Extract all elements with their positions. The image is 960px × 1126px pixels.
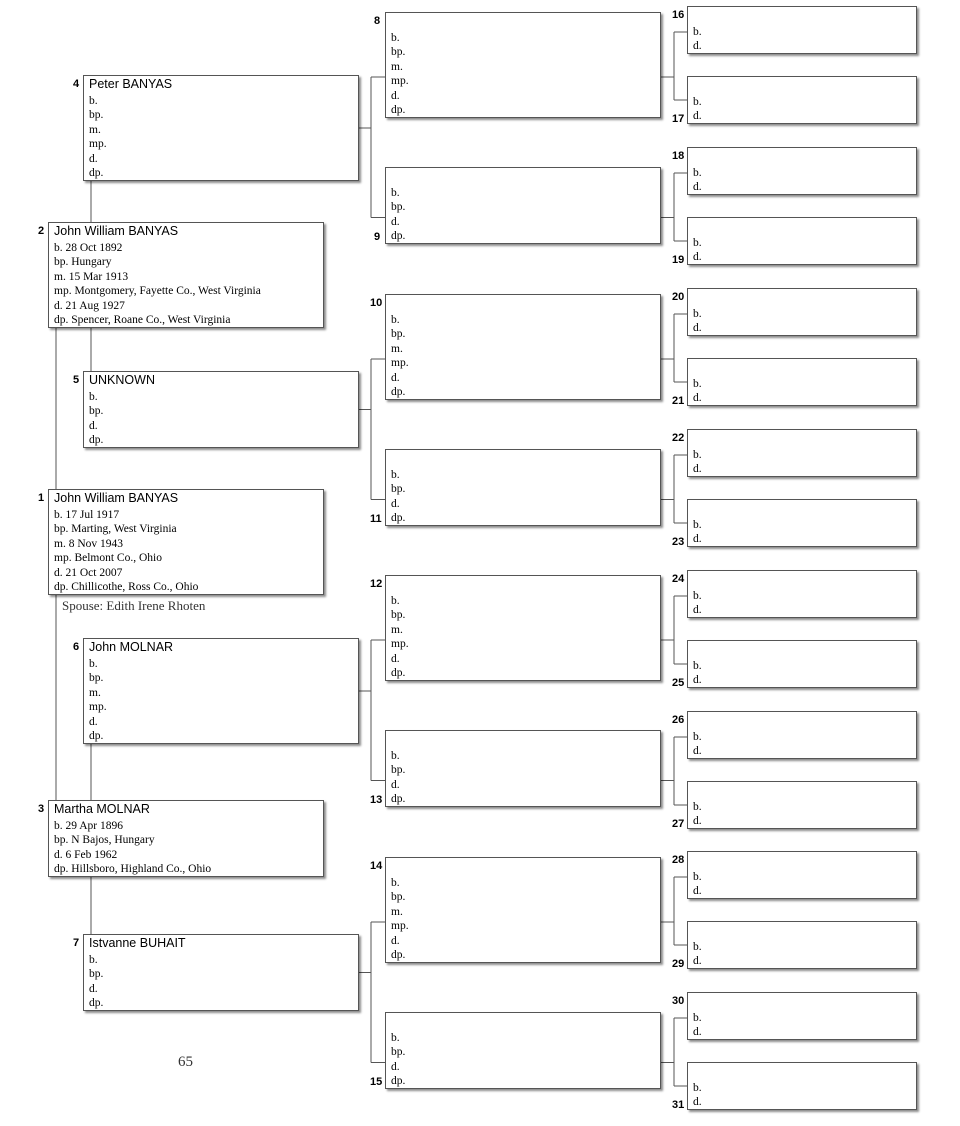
person-field: d. <box>391 371 400 384</box>
person-field: dp. Chillicothe, Ross Co., Ohio <box>54 581 199 594</box>
person-field: dp. <box>391 667 406 680</box>
person-field: b. <box>693 1082 702 1094</box>
person-field: bp. <box>391 46 406 59</box>
person-number-10: 10 <box>370 297 383 309</box>
person-number-17: 17 <box>672 113 685 125</box>
person-box-30 <box>687 992 917 1040</box>
person-number-29: 29 <box>672 958 685 970</box>
person-field: bp. <box>89 109 104 122</box>
person-field: dp. Spencer, Roane Co., West Virginia <box>54 314 231 327</box>
person-field: bp. Marting, West Virginia <box>54 523 177 536</box>
person-box-12 <box>385 575 661 681</box>
person-box-17 <box>687 76 917 124</box>
person-field: dp. <box>89 167 104 180</box>
person-field: b. <box>693 308 702 320</box>
person-box-31 <box>687 1062 917 1110</box>
page-number: 65 <box>178 1054 193 1070</box>
person-field: d. <box>693 251 702 264</box>
person-number-21: 21 <box>672 395 685 407</box>
person-field: mp. <box>391 357 409 370</box>
person-name: John MOLNAR <box>89 640 174 654</box>
person-field: d. <box>693 392 702 405</box>
person-number-25: 25 <box>672 677 685 689</box>
person-field: dp. <box>391 1075 406 1088</box>
person-field: d. 21 Aug 1927 <box>54 299 125 312</box>
person-field: m. <box>89 686 101 699</box>
person-field: b. <box>391 595 400 607</box>
person-number-2: 2 <box>38 225 45 237</box>
person-field: b. <box>693 871 702 883</box>
person-field: b. 17 Jul 1917 <box>54 509 120 521</box>
person-field: mp. <box>89 701 107 714</box>
spouse-line: Spouse: Edith Irene Rhoten <box>62 598 206 613</box>
person-number-28: 28 <box>672 854 685 866</box>
person-field: b. <box>693 941 702 953</box>
person-field: b. <box>693 1012 702 1024</box>
person-number-20: 20 <box>672 291 685 303</box>
person-field: d. <box>693 181 702 194</box>
person-number-27: 27 <box>672 818 685 830</box>
person-field: bp. <box>391 891 406 904</box>
person-field: b. <box>391 750 400 762</box>
person-field: d. <box>391 215 400 228</box>
person-field: mp. Belmont Co., Ohio <box>54 552 162 565</box>
person-field: d. <box>391 652 400 665</box>
person-field: b. <box>693 96 702 108</box>
person-field: bp. <box>391 201 406 214</box>
person-name <box>391 14 660 28</box>
person-box-23 <box>687 499 917 547</box>
person-number-6: 6 <box>73 641 80 653</box>
person-number-26: 26 <box>672 714 685 726</box>
person-number-13: 13 <box>370 794 383 806</box>
person-box-29 <box>687 921 917 969</box>
person-number-19: 19 <box>672 254 685 266</box>
person-field: m. <box>89 123 101 136</box>
person-field: dp. <box>391 949 406 962</box>
person-box-13 <box>385 730 661 807</box>
person-field: b. 28 Oct 1892 <box>54 242 123 254</box>
person-box-14 <box>385 857 661 963</box>
person-field: d. <box>391 497 400 510</box>
person-name: Martha MOLNAR <box>54 802 150 816</box>
person-field: d. <box>391 778 400 791</box>
person-field: b. <box>693 519 702 531</box>
person-field: bp. <box>391 764 406 777</box>
person-field: bp. Hungary <box>54 256 112 269</box>
person-field: b. <box>391 1032 400 1044</box>
person-field: b. <box>693 731 702 743</box>
person-box-8 <box>385 12 661 118</box>
person-box-18 <box>687 147 917 195</box>
person-box-11 <box>385 449 661 526</box>
person-field: b. <box>693 378 702 390</box>
person-box-2 <box>48 222 324 328</box>
person-field: b. <box>89 95 98 107</box>
person-box-1 <box>48 489 324 595</box>
person-field: d. <box>89 419 98 432</box>
person-field: d. <box>693 1096 702 1109</box>
person-number-11: 11 <box>370 513 382 525</box>
person-field: b. <box>693 590 702 602</box>
person-field: d. <box>693 955 702 968</box>
person-field: d. <box>89 152 98 165</box>
person-field: b. <box>693 801 702 813</box>
person-box-25 <box>687 640 917 688</box>
person-name <box>391 1014 660 1028</box>
person-field: dp. <box>89 730 104 743</box>
person-box-9 <box>385 167 661 244</box>
person-name: Peter BANYAS <box>89 77 173 91</box>
person-number-30: 30 <box>672 995 685 1007</box>
person-field: dp. <box>89 434 104 447</box>
person-field: bp. <box>391 1046 406 1059</box>
person-field: dp. <box>391 793 406 806</box>
person-field: mp. <box>89 138 107 151</box>
person-field: d. <box>693 885 702 898</box>
person-field: dp. <box>391 512 406 525</box>
person-field: m. <box>391 623 403 636</box>
person-field: b. 29 Apr 1896 <box>54 820 123 832</box>
person-name <box>391 451 660 465</box>
person-field: mp. <box>391 75 409 88</box>
person-field: b. <box>391 314 400 326</box>
person-box-24 <box>687 570 917 618</box>
person-field: mp. <box>391 638 409 651</box>
person-number-15: 15 <box>370 1076 383 1088</box>
person-field: bp. N Bajos, Hungary <box>54 834 155 847</box>
person-field: dp. <box>391 386 406 399</box>
person-name <box>391 577 660 591</box>
person-number-24: 24 <box>672 573 685 585</box>
person-field: bp. <box>89 672 104 685</box>
person-field: d. <box>391 1060 400 1073</box>
person-box-5 <box>83 371 359 448</box>
person-box-28 <box>687 851 917 899</box>
person-number-22: 22 <box>672 432 685 444</box>
person-box-6 <box>83 638 359 744</box>
person-field: dp. Hillsboro, Highland Co., Ohio <box>54 863 212 876</box>
person-box-27 <box>687 781 917 829</box>
person-field: d. <box>693 604 702 617</box>
person-box-20 <box>687 288 917 336</box>
person-field: b. <box>89 391 98 403</box>
person-name <box>391 732 660 746</box>
person-number-3: 3 <box>38 803 45 815</box>
person-field: d. <box>693 322 702 335</box>
person-number-16: 16 <box>672 9 685 21</box>
person-field: d. <box>693 463 702 476</box>
person-name: John William BANYAS <box>54 491 179 505</box>
person-box-10 <box>385 294 661 400</box>
person-box-7 <box>83 934 359 1011</box>
person-field: d. 6 Feb 1962 <box>54 848 118 861</box>
person-field: d. <box>693 1026 702 1039</box>
person-field: b. <box>89 658 98 670</box>
person-field: d. <box>391 89 400 102</box>
person-number-12: 12 <box>370 578 383 590</box>
person-box-21 <box>687 358 917 406</box>
person-number-9: 9 <box>374 231 381 243</box>
person-field: m. 15 Mar 1913 <box>54 270 129 283</box>
person-field: d. <box>89 715 98 728</box>
person-number-1: 1 <box>38 492 45 504</box>
person-number-14: 14 <box>370 860 383 872</box>
person-field: m. 8 Nov 1943 <box>54 537 123 550</box>
person-box-4 <box>83 75 359 181</box>
person-field: b. <box>391 32 400 44</box>
person-field: b. <box>693 167 702 179</box>
person-field: b. <box>89 954 98 966</box>
person-field: b. <box>693 26 702 38</box>
person-field: m. <box>391 905 403 918</box>
person-field: d. <box>693 40 702 53</box>
person-field: mp. Montgomery, Fayette Co., West Virginia <box>54 285 261 298</box>
person-field: mp. <box>391 920 409 933</box>
person-box-3 <box>48 800 324 877</box>
person-field: d. <box>693 110 702 123</box>
person-field: b. <box>693 660 702 672</box>
person-field: b. <box>391 469 400 481</box>
person-field: m. <box>391 60 403 73</box>
person-name <box>391 169 660 183</box>
person-field: bp. <box>391 328 406 341</box>
person-name: John William BANYAS <box>54 224 179 238</box>
person-field: d. <box>693 745 702 758</box>
person-field: b. <box>693 237 702 249</box>
person-name <box>391 859 660 873</box>
person-field: d. <box>693 815 702 828</box>
person-box-16 <box>687 6 917 54</box>
person-field: m. <box>391 342 403 355</box>
person-number-18: 18 <box>672 150 685 162</box>
person-field: dp. <box>89 997 104 1010</box>
person-number-23: 23 <box>672 536 685 548</box>
person-number-8: 8 <box>374 15 381 27</box>
person-field: bp. <box>391 483 406 496</box>
person-field: b. <box>391 187 400 199</box>
person-field: d. 21 Oct 2007 <box>54 566 123 579</box>
person-name: Istvanne BUHAIT <box>89 936 186 950</box>
person-field: bp. <box>391 609 406 622</box>
person-field: b. <box>693 449 702 461</box>
person-box-26 <box>687 711 917 759</box>
person-field: dp. <box>391 230 406 243</box>
person-field: dp. <box>391 104 406 117</box>
person-box-22 <box>687 429 917 477</box>
person-name <box>391 296 660 310</box>
person-field: d. <box>391 934 400 947</box>
person-field: b. <box>391 877 400 889</box>
person-field: d. <box>693 533 702 546</box>
person-number-5: 5 <box>73 374 80 386</box>
person-field: bp. <box>89 968 104 981</box>
person-field: d. <box>89 982 98 995</box>
person-number-4: 4 <box>73 78 80 90</box>
person-field: bp. <box>89 405 104 418</box>
person-box-15 <box>385 1012 661 1089</box>
person-field: d. <box>693 674 702 687</box>
person-name: UNKNOWN <box>89 373 155 387</box>
person-box-19 <box>687 217 917 265</box>
person-number-7: 7 <box>73 937 80 949</box>
person-number-31: 31 <box>672 1099 685 1111</box>
